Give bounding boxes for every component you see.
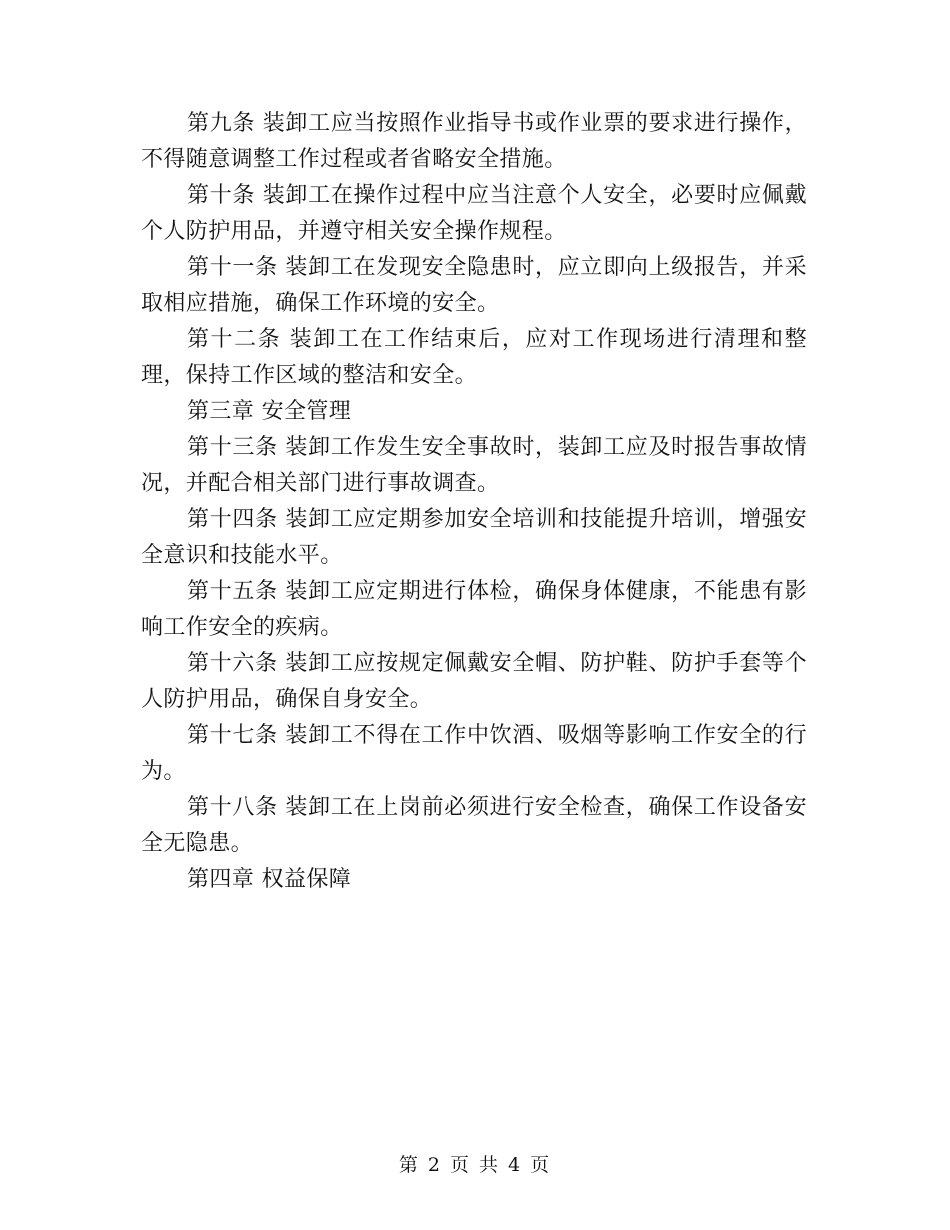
paragraph-article-13: 第十三条 装卸工作发生安全事故时，装卸工应及时报告事故情况，并配合相关部门进行事故调查。 <box>141 435 807 496</box>
chapter-heading-4: 第四章 权益保障 <box>187 867 352 892</box>
chapter-heading-3: 第三章 安全管理 <box>187 399 352 424</box>
paragraph-article-16: 第十六条 装卸工应按规定佩戴安全帽、防护鞋、防护手套等个人防护用品，确保自身安全。 <box>141 651 807 712</box>
paragraph-article-9: 第九条 装卸工应当按照作业指导书或作业票的要求进行操作，不得随意调整工作过程或者省略安全措施。 <box>141 111 807 172</box>
paragraph-article-15: 第十五条 装卸工应定期进行体检，确保身体健康，不能患有影响工作安全的疾病。 <box>141 579 807 640</box>
document-body <box>141 106 807 898</box>
paragraph-article-12: 第十二条 装卸工在工作结束后，应对工作现场进行清理和整理，保持工作区域的整洁和安全。 <box>141 327 807 388</box>
paragraph-article-14: 第十四条 装卸工应定期参加安全培训和技能提升培训，增强安全意识和技能水平。 <box>141 507 807 568</box>
paragraph-article-11: 第十一条 装卸工在发现安全隐患时，应立即向上级报告，并采取相应措施，确保工作环境的安全。 <box>141 255 807 316</box>
paragraph-article-10: 第十条 装卸工在操作过程中应当注意个人安全，必要时应佩戴个人防护用品，并遵守相关安全操作规程。 <box>141 183 807 244</box>
paragraph-article-18: 第十八条 装卸工在上岗前必须进行安全检查，确保工作设备安全无隐患。 <box>141 795 807 856</box>
paragraph-article-17: 第十七条 装卸工不得在工作中饮酒、吸烟等影响工作安全的行为。 <box>141 723 807 784</box>
page-footer: 第 2 页 共 4 页 <box>398 1154 552 1176</box>
